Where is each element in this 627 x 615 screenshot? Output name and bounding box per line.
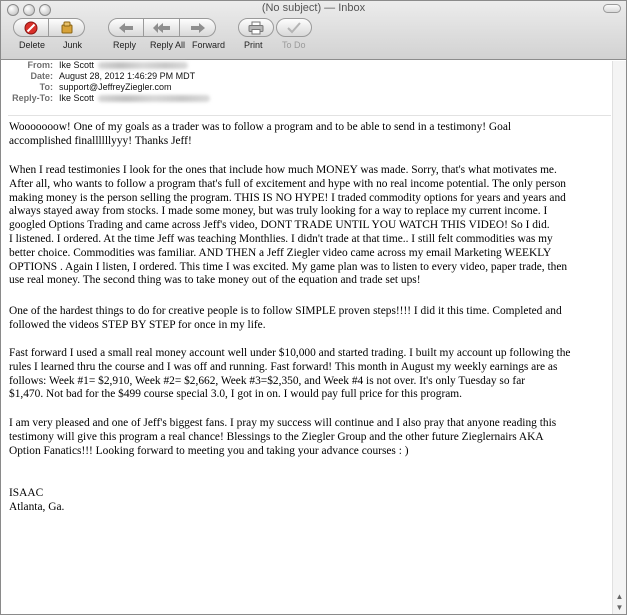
reply-to-value[interactable]: Ike Scott bbox=[59, 92, 210, 104]
todo-button[interactable] bbox=[276, 18, 312, 37]
reply-button[interactable] bbox=[108, 18, 144, 37]
forward-button[interactable] bbox=[180, 18, 216, 37]
scroll-down-arrow-icon[interactable]: ▼ bbox=[615, 603, 624, 612]
title-bar bbox=[1, 1, 626, 60]
junk-button[interactable] bbox=[49, 18, 85, 37]
delete-button[interactable] bbox=[13, 18, 49, 37]
todo-label: To Do bbox=[282, 40, 306, 50]
message-paragraph-1: Wooooooow! One of my goals as a trader was to follow a program and to be able to send in a testimony! Goal accomplished finallllllyyy! Thanks Jeff! bbox=[9, 121, 512, 147]
redacted-email bbox=[98, 62, 188, 69]
junk-label: Junk bbox=[63, 40, 83, 50]
print-button[interactable] bbox=[238, 18, 274, 37]
date-label: Date: bbox=[30, 71, 53, 81]
reply-all-button[interactable] bbox=[144, 18, 180, 37]
reply-label: Reply bbox=[113, 40, 137, 50]
header-divider bbox=[8, 115, 611, 116]
forward-label: Forward bbox=[192, 40, 226, 50]
scroll-up-arrow-icon[interactable]: ▲ bbox=[615, 592, 624, 601]
window-title: (No subject) — Inbox bbox=[261, 2, 366, 14]
date-value: August 28, 2012 1:46:29 PM MDT bbox=[59, 71, 196, 81]
to-value[interactable]: support@JeffreyZiegler.com bbox=[59, 82, 172, 92]
message-paragraph-2: When I read testimonies I look for the ones that include how much MONEY was made. Sorry, that's what motivates me. After all, who wants to follow a program that's full of excitement and hype with no real income potential. The only person making money is the person selling the program. THIS IS NO HYPE! I traded commodity options for years and years and always stayed away from stocks. I made some money, but was truly looking for a way to replace my current income. I googled Options Trading and came across Jeff's video, DONT TRADE UNTIL YOU WATCH THIS VIDEO! So I did. I listened. I ordered. At the time Jeff was teaching Monthlies. I didn't trade at that time.. I still felt commodities was my better choice. Commodities was familiar. AND THEN a Jeff Ziegler video came across my email Marketing WEEKLY OPTIONS . Again I listen, I ordered. This time I was excited. My game plan was to listen to every video, paper trade, then use real money. The second thing was to take money out of the equation and trade set ups! bbox=[9, 164, 568, 287]
reply-to-label: Reply-To: bbox=[12, 93, 53, 103]
message-paragraph-3: One of the hardest things to do for creative people is to follow SIMPLE proven steps!!!! I did it this time. Completed and followed the videos STEP BY STEP for once in my life. bbox=[9, 305, 562, 331]
reply-all-label: Reply All bbox=[150, 40, 186, 50]
message-paragraph-5: I am very pleased and one of Jeff's biggest fans. I pray my success will continue and I also pray that anyone reading this testimony will give this program a real chance! Blessings to the Ziegler Group and the other future Zieglernairs AKA Option Fanatics!!! Looking forward to meeting you and taking your advance courses : ) bbox=[9, 417, 557, 457]
message-paragraph-4: Fast forward I used a small real money account well under $10,000 and started trading. I built my account up following the rules I learned thru the course and I was off and running. Fast forward! This month in August my weekly earnings are as follows: Week #1= $2,910, Week #2= $2,662, Week #3=$2,350, and Week #4 is not over. It's only Tuesday so far $1,470. Not bad for the $499 course special 3.0, I got in on. I would pay full price for this program. bbox=[9, 347, 571, 401]
signature-name: ISAAC bbox=[9, 487, 44, 499]
to-label: To: bbox=[39, 82, 53, 92]
from-value[interactable]: Ike Scott bbox=[59, 59, 188, 71]
from-label: From: bbox=[27, 60, 53, 70]
redacted-email bbox=[98, 95, 210, 102]
vertical-scrollbar[interactable] bbox=[612, 61, 626, 614]
delete-label: Delete bbox=[19, 40, 46, 50]
print-label: Print bbox=[244, 40, 263, 50]
signature-city: Atlanta, Ga. bbox=[9, 501, 65, 513]
toolbar-toggle-button[interactable] bbox=[603, 4, 621, 13]
